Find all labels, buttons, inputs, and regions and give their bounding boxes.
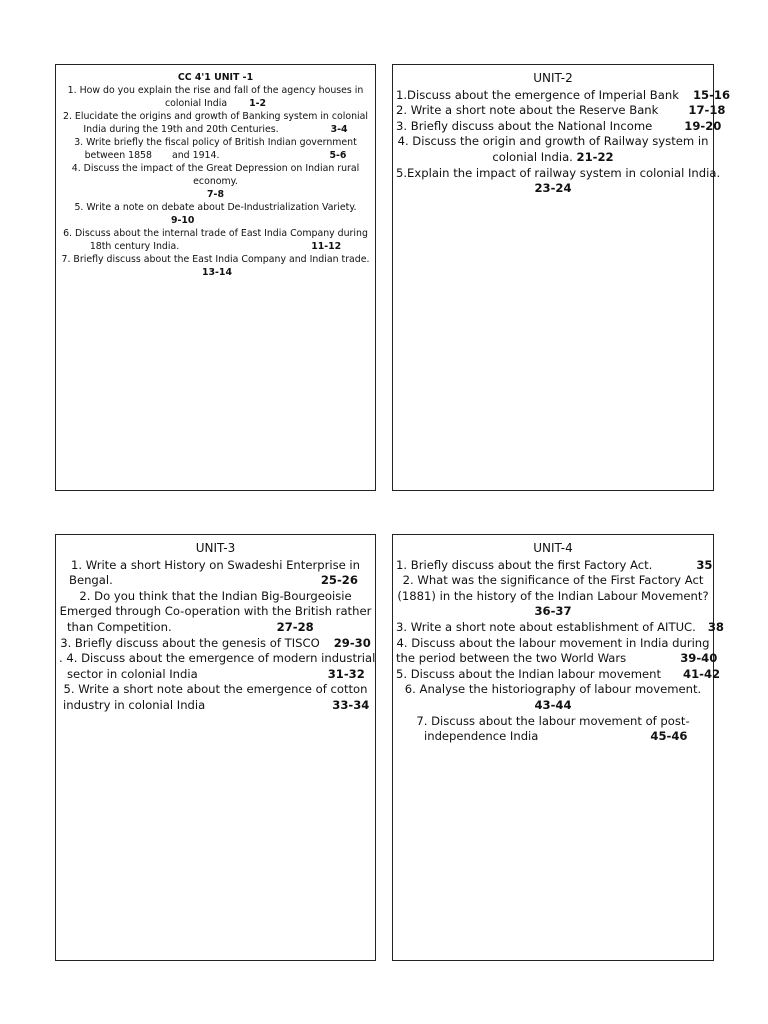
unit-3-q1-text: Bengal.: [69, 573, 113, 588]
unit-1-q1-line1: 1. How do you explain the rise and fall of the agency houses in: [67, 85, 364, 96]
unit-3-q3-pages: 29-30: [333, 635, 371, 650]
unit-1-q3-line1: 3. Write briefly the fiscal policy of British Indian government: [74, 137, 357, 148]
unit-1-card: [55, 64, 376, 491]
unit-1-q3-pages: 5-6: [329, 150, 347, 161]
unit-3-q5-text: industry in colonial India: [63, 697, 206, 712]
unit-1-q1-pages: 1-2: [249, 98, 267, 109]
unit-1-q2-text: India during the 19th and 20th Centuries.: [83, 124, 279, 135]
unit-4-q4-line1: 4. Discuss about the labour movement in India during: [396, 635, 710, 650]
unit-3-q3-text: 3. Briefly discuss about the genesis of TISCO: [60, 635, 320, 650]
unit-4-q4-text: the period between the two World Wars: [396, 651, 627, 666]
unit-1-q6-pages: 11-12: [311, 241, 342, 252]
unit-1-q5-pages: 9-10: [171, 215, 195, 226]
unit-2-q5-pages-line: [396, 181, 710, 197]
unit-3-q1-line1: 1. Write a short History on Swadeshi Enterprise in: [71, 557, 360, 572]
unit-2-q5-line1: 5.Explain the impact of railway system in colonial India.: [396, 165, 721, 180]
unit-1-q2-line1: 2. Elucidate the origins and growth of Banking system in colonial: [63, 111, 368, 122]
unit-4-q1: [396, 557, 713, 574]
unit-3-q4-line2: [59, 667, 372, 683]
unit-3-q1-pages: 25-26: [320, 573, 358, 588]
unit-3-q5-line2: [59, 698, 372, 714]
unit-3-q2-line2: Emerged through Co-operation with the British rather: [59, 604, 372, 619]
unit-2-q2-pages: 17-18: [688, 103, 726, 118]
unit-1-q5-line1: 5. Write a note on debate about De-Industrialization Variety.: [74, 202, 357, 213]
unit-4-q1-text: 1. Briefly discuss about the first Factory Act.: [396, 557, 653, 572]
unit-2-q5-pages: 23-24: [534, 181, 572, 196]
unit-3-title: UNIT-3: [195, 541, 236, 555]
unit-1-q7-line1: 7. Briefly discuss about the East India Company and Indian trade.: [61, 254, 370, 265]
unit-1-q3-text-a: between 1858: [84, 150, 152, 161]
unit-4-q6-pages: 43-44: [534, 697, 572, 712]
unit-4-q6-pages-line: [396, 698, 710, 714]
unit-2-card: [392, 64, 731, 491]
unit-3-q2-line3: [59, 620, 372, 636]
unit-4-q7-line1: 7. Discuss about the labour movement of post-: [416, 713, 690, 728]
unit-3-card: [55, 534, 376, 961]
unit-2-q3: [396, 118, 722, 135]
unit-3-q3: [59, 636, 372, 652]
unit-1-q4-pages: 7-8: [207, 189, 224, 200]
unit-2-q2-text: 2. Write a short note about the Reserve Bank: [396, 103, 659, 118]
unit-3-q2-line1: 2. Do you think that the Indian Big-Bourgeoisie: [79, 588, 352, 603]
unit-1-q2-pages: 3-4: [330, 124, 348, 135]
unit-4-q2-pages-line: [396, 604, 710, 620]
unit-2-q4-line1: 4. Discuss the origin and growth of Railway system in: [397, 134, 709, 149]
unit-1-q5-pages-line: [59, 214, 372, 227]
unit-1-q4-line1: 4. Discuss the impact of the Great Depression on Indian rural: [71, 163, 360, 174]
unit-4-q7-text: independence India: [424, 729, 539, 744]
unit-2-q4-text: colonial India.: [492, 149, 573, 164]
unit-1-q4-line2: economy.: [193, 176, 238, 187]
unit-2-q3-pages: 19-20: [684, 118, 722, 133]
unit-1-q4-pages-line: [59, 188, 372, 201]
unit-2-q1: [396, 87, 731, 104]
unit-1-q7-pages: 13-14: [202, 267, 232, 278]
unit-1-q1-line2: [59, 97, 372, 110]
unit-4-q2-line2: (1881) in the history of the Indian Labour Movement?: [397, 588, 709, 603]
unit-4-q2-line1: 2. What was the significance of the First Factory Act: [402, 573, 704, 588]
unit-1-title: CC 4'1 UNIT -1: [177, 72, 254, 83]
unit-3-q4-pages: 31-32: [327, 666, 365, 681]
unit-4-title: UNIT-4: [533, 541, 573, 555]
unit-4-q4-pages: 39-40: [680, 651, 718, 666]
unit-4-q2-pages: 36-37: [534, 604, 572, 619]
unit-1-q6-line1: 6. Discuss about the internal trade of East India Company during: [63, 228, 368, 239]
unit-1-q1-text: colonial India: [164, 98, 228, 109]
unit-2-q3-text: 3. Briefly discuss about the National Income: [396, 118, 653, 133]
unit-2-q1-text: 1.Discuss about the emergence of Imperial Bank: [396, 87, 679, 102]
unit-1-q2-line2: [59, 123, 372, 136]
unit-2-q4-line2: [396, 150, 710, 166]
unit-1-q3-text-b: and 1914.: [171, 150, 220, 161]
unit-3-q4-text: sector in colonial India: [67, 666, 198, 681]
unit-1-q6-line2: [59, 240, 372, 253]
unit-1-q6-text: 18th century India.: [89, 241, 180, 252]
unit-4-q3-pages: 38: [707, 619, 724, 634]
unit-3-q5-pages: 33-34: [332, 697, 370, 712]
unit-4-q1-pages: 35: [696, 557, 713, 572]
unit-3-q1-line2: [59, 573, 372, 589]
unit-1-q3-line2: [59, 149, 372, 162]
unit-4-q7-pages: 45-46: [650, 729, 688, 744]
unit-4-q4-line2: [396, 651, 718, 667]
unit-4-card: [392, 534, 724, 961]
unit-4-q5-text: 5. Discuss about the Indian labour movement: [396, 666, 662, 681]
unit-3-q2-text: than Competition.: [67, 619, 172, 634]
unit-2-q2: [396, 103, 726, 119]
unit-4-q3: [396, 619, 724, 636]
unit-2-title: UNIT-2: [533, 71, 573, 85]
unit-4-q5-pages: 41-42: [683, 666, 721, 681]
unit-4-q6-line1: 6. Analyse the historiography of labour movement.: [404, 682, 702, 697]
unit-2-q4-pages: 21-22: [576, 149, 614, 164]
unit-3-q2-pages: 27-28: [276, 619, 314, 634]
unit-2-q1-pages: 15-16: [692, 87, 731, 102]
unit-4-q7-line2: [396, 729, 710, 745]
unit-1-q7-pages-line: [59, 266, 372, 279]
unit-3-q4-line1: . 4. Discuss about the emergence of modern industrial: [59, 651, 376, 666]
unit-3-q5-line1: 5. Write a short note about the emergence of cotton: [63, 682, 368, 697]
unit-4-q5: [396, 666, 721, 683]
unit-4-q3-text: 3. Write a short note about establishment of AITUC.: [396, 619, 696, 634]
